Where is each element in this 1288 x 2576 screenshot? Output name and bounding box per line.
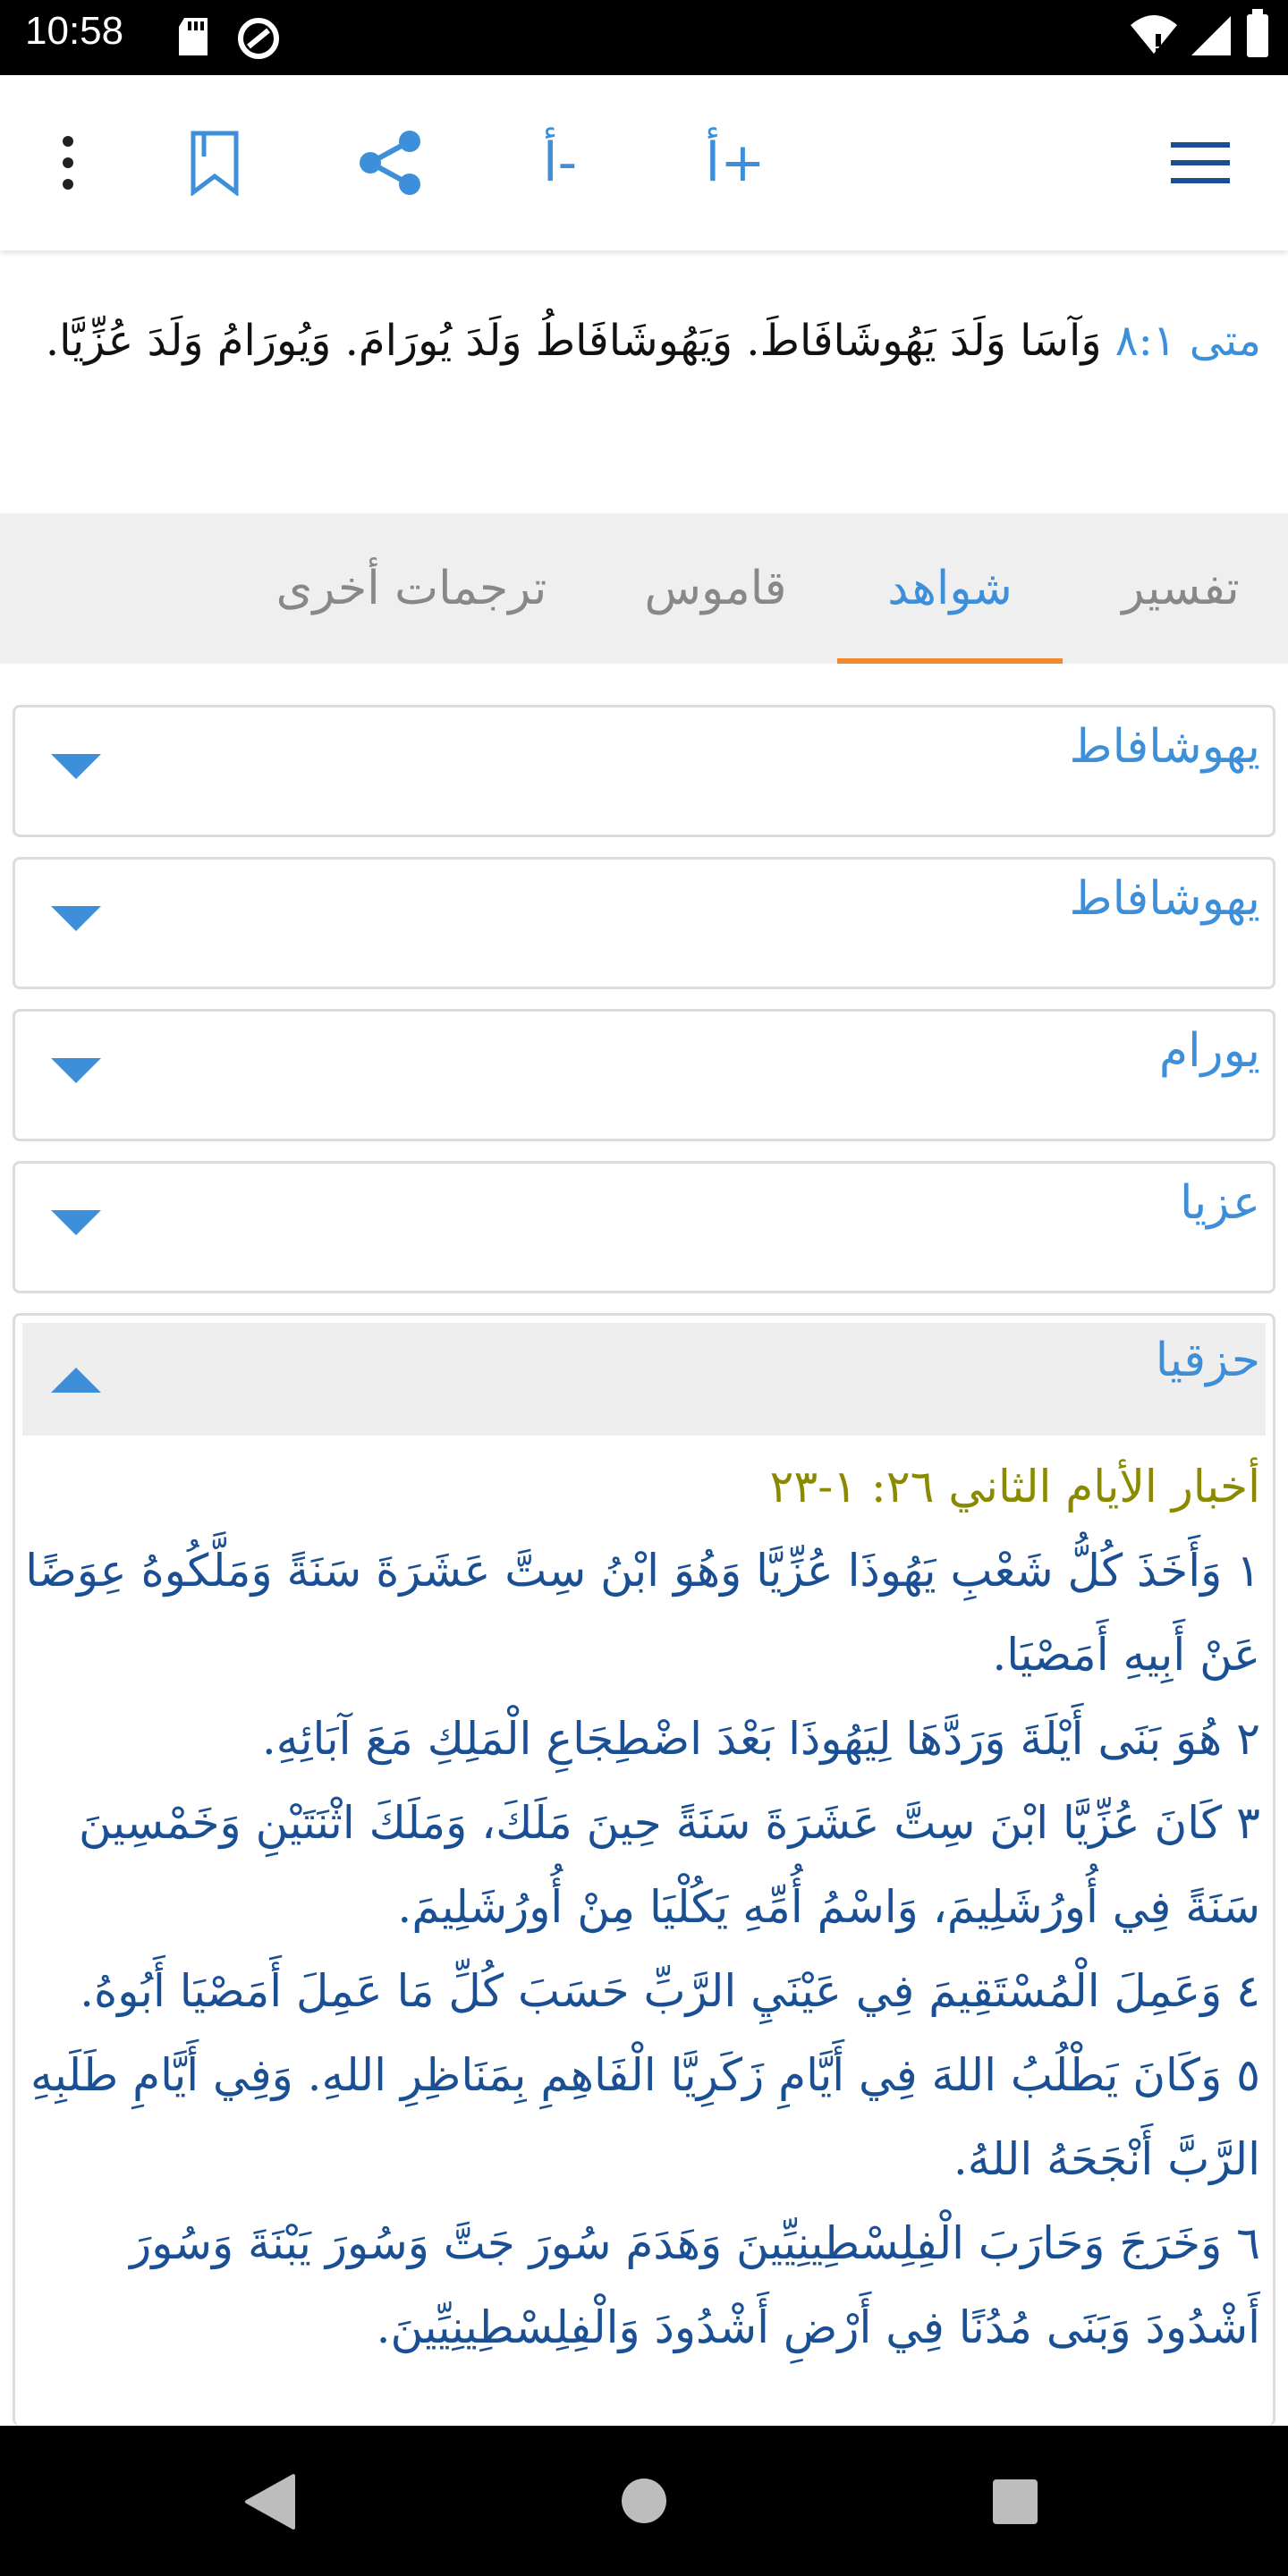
verse-text: وَآسَا وَلَدَ يَهُوشَافَاطَ. وَيَهُوشَافَاطُ وَلَدَ يُورَامَ. وَيُورَامُ وَلَدَ عُزِّيَّا. bbox=[45, 316, 1102, 366]
accordion-item[interactable] bbox=[13, 705, 1275, 837]
accordion-header[interactable] bbox=[22, 1323, 1266, 1436]
share-button[interactable] bbox=[345, 118, 435, 208]
share-icon bbox=[356, 129, 424, 197]
status-time: 10:58 bbox=[25, 9, 124, 53]
wifi-icon bbox=[1129, 13, 1179, 61]
more-vert-icon bbox=[57, 134, 79, 191]
tab-other-translations[interactable] bbox=[242, 513, 581, 664]
tab-label: ترجمات أخرى bbox=[275, 562, 547, 615]
passage-verse: ٢ هُوَ بَنَى أَيْلَةَ وَرَدَّهَا لِيَهُوذَا بَعْدَ اضْطِجَاعِ الْمَلِكِ مَعَ آبَائِهِ. bbox=[261, 1713, 1260, 1765]
passage-verse: ٤ وَعَمِلَ الْمُسْتَقِيمَ فِي عَيْنَيِ الرَّبِّ حَسَبَ كُلِّ مَا عَمِلَ أَمَصْيَا أَبُوهُ. bbox=[80, 1965, 1260, 2017]
home-circle-icon[interactable] bbox=[621, 2478, 667, 2524]
accordion-item-expanded bbox=[13, 1313, 1275, 2426]
font-decrease-label: أ- bbox=[542, 131, 578, 194]
battery-icon bbox=[1245, 9, 1270, 63]
accordion-item[interactable] bbox=[13, 857, 1275, 989]
chevron-down-icon bbox=[51, 1210, 101, 1235]
accordion-title: يورام bbox=[1158, 1024, 1260, 1078]
chevron-down-icon bbox=[51, 906, 101, 931]
bookmark-button[interactable] bbox=[170, 118, 259, 208]
accordion-item[interactable] bbox=[13, 1009, 1275, 1141]
recents-square-icon[interactable] bbox=[993, 2479, 1038, 2524]
accordion-title: حزقيا bbox=[1155, 1334, 1260, 1387]
passage-verse: ١ وَأَخَذَ كُلُّ شَعْبِ يَهُوذَا عُزِّيَّا وَهُوَ ابْنُ سِتَّ عَشَرَةَ سَنَةً وَمَلَّكُوهُ عِوَضًا عَنْ أَبِيهِ أَمَصْيَا. bbox=[25, 1545, 1260, 1681]
signal-icon bbox=[1190, 13, 1233, 61]
more-options-button[interactable] bbox=[23, 118, 113, 208]
verse-reference[interactable]: متى ٨:١ bbox=[1114, 316, 1261, 366]
tab-bar bbox=[0, 513, 1288, 664]
tab-dictionary[interactable] bbox=[626, 513, 805, 664]
tab-label: قاموس bbox=[644, 562, 787, 615]
back-triangle-icon[interactable] bbox=[243, 2472, 295, 2531]
tab-references[interactable] bbox=[837, 513, 1063, 664]
nav-menu-button[interactable] bbox=[1156, 118, 1245, 208]
app-bar bbox=[0, 75, 1288, 250]
sync-icon bbox=[236, 16, 281, 64]
tab-label: شواهد bbox=[887, 562, 1013, 615]
accordion-title: يهوشافاط bbox=[1069, 720, 1260, 774]
passage-verse: ٥ وَكَانَ يَطْلُبُ اللهَ فِي أَيَّامِ زَكَرِيَّا الْفَاهِمِ بِمَنَاظِرِ اللهِ. وَفِي أَيَّامِ طَلَبِهِ الرَّبَّ أَنْجَحَهُ اللهُ. bbox=[30, 2049, 1260, 2185]
accordion-item[interactable] bbox=[13, 1161, 1275, 1293]
bookmark-icon bbox=[188, 130, 242, 196]
passage-body bbox=[24, 1445, 1260, 2426]
passage-reference[interactable]: أخبار الأيام الثاني ٢٦: ١-٢٣ bbox=[769, 1461, 1260, 1513]
hamburger-icon bbox=[1171, 140, 1230, 185]
font-increase-button[interactable] bbox=[691, 118, 780, 208]
accordion-title: يهوشافاط bbox=[1069, 872, 1260, 926]
system-nav-bar bbox=[0, 2426, 1288, 2576]
accordion-title: عزيا bbox=[1179, 1176, 1260, 1230]
chevron-up-icon bbox=[51, 1368, 101, 1393]
status-bar bbox=[0, 0, 1288, 75]
tab-commentary[interactable] bbox=[1091, 513, 1270, 664]
verse-text-block bbox=[36, 304, 1261, 377]
chevron-down-icon bbox=[51, 1058, 101, 1083]
chevron-down-icon bbox=[51, 754, 101, 779]
font-decrease-button[interactable] bbox=[515, 118, 605, 208]
font-increase-label: أ+ bbox=[705, 131, 766, 194]
tab-label: تفسير bbox=[1122, 562, 1240, 615]
passage-verse: ٣ كَانَ عُزِّيَّا ابْنَ سِتَّ عَشَرَةَ سَنَةً حِينَ مَلَكَ، وَمَلَكَ اثْنَتَيْنِ وَخَمْسِينَ سَنَةً فِي أُورُشَلِيمَ، وَاسْمُ أُمِّهِ يَكُلْيَا مِنْ أُورُشَلِيمَ. bbox=[78, 1797, 1260, 1933]
sd-card-icon bbox=[175, 16, 211, 61]
passage-verse: ٦ وَخَرَجَ وَحَارَبَ الْفِلِسْطِينِيِّينَ وَهَدَمَ سُورَ جَتَّ وَسُورَ يَبْنَةَ وَسُورَ أَشْدُودَ وَبَنَى مُدُنًا فِي أَرْضِ أَشْدُودَ وَالْفِلِسْطِينِيِّينَ. bbox=[130, 2217, 1260, 2353]
